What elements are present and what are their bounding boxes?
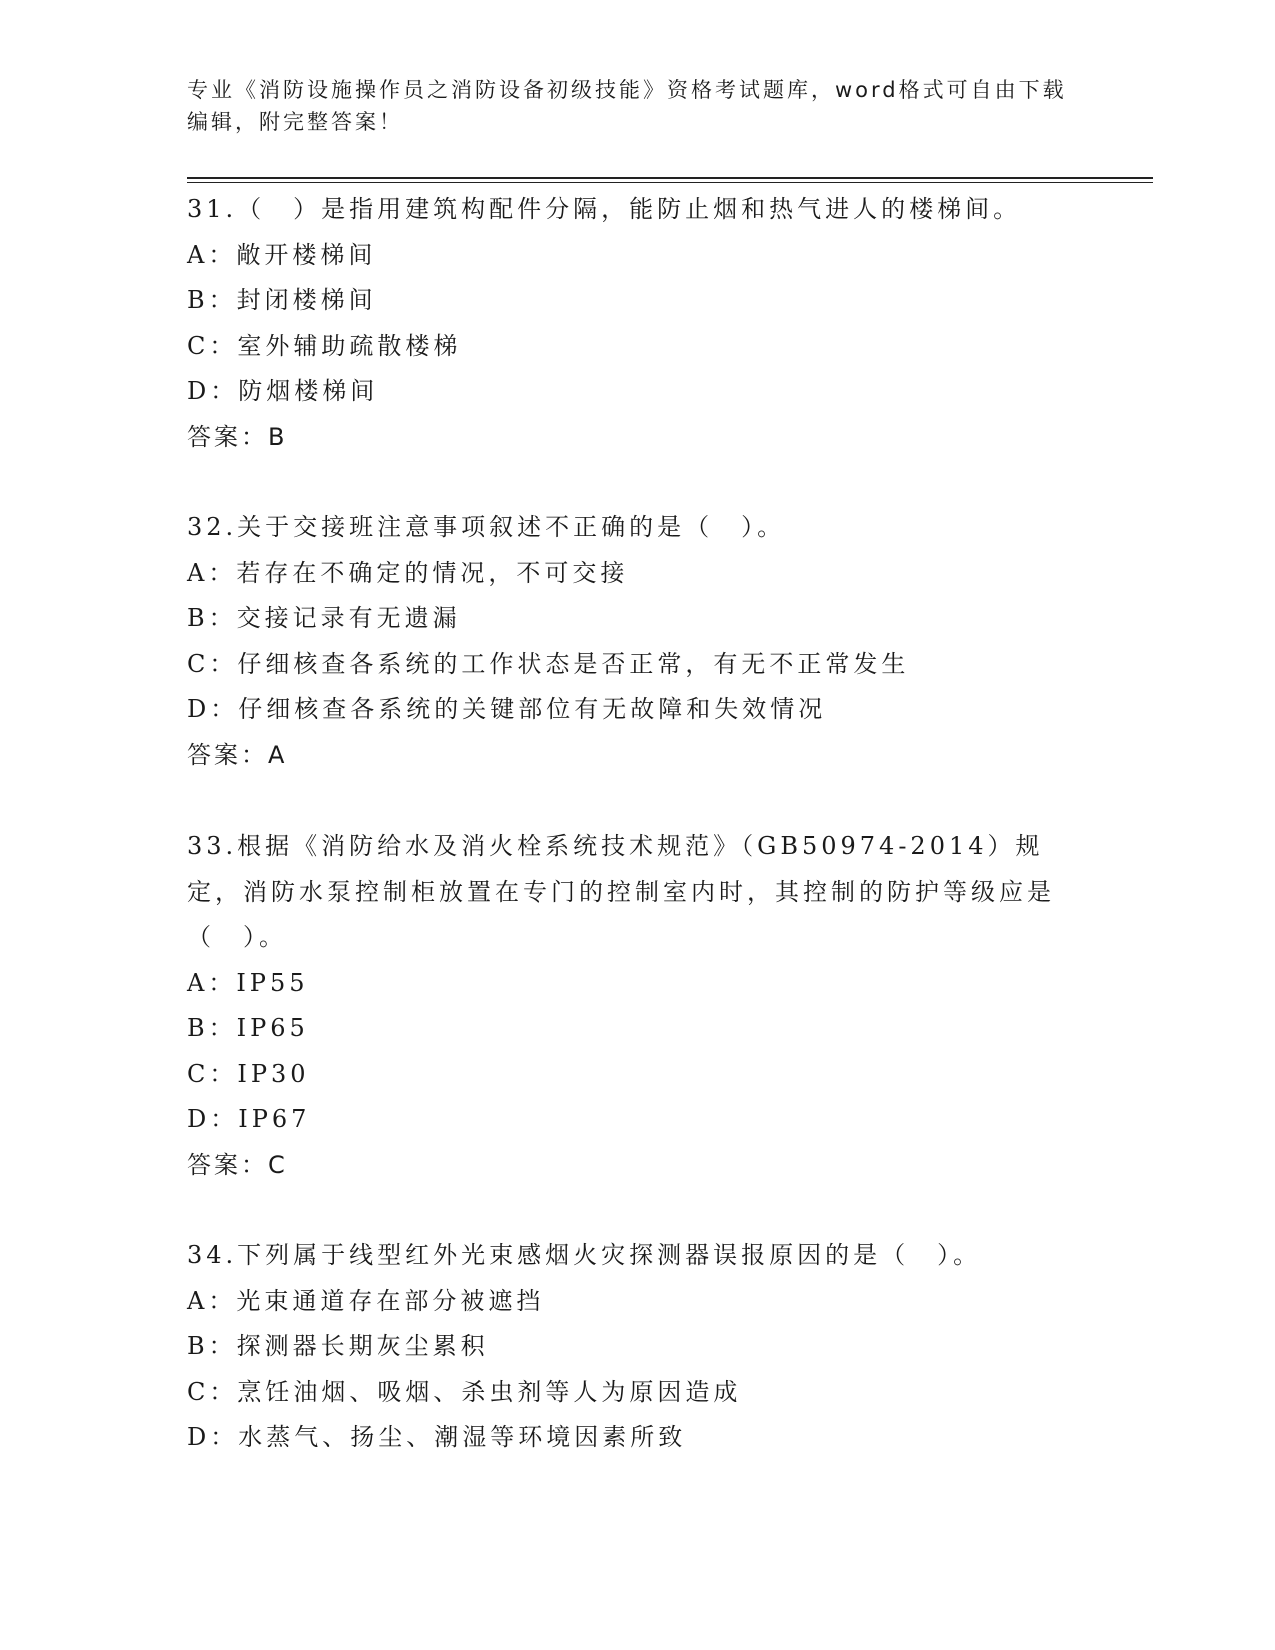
option-b: B：探测器长期灰尘累积 (187, 1332, 489, 1360)
option-c: C：仔细核查各系统的工作状态是否正常，有无不正常发生 (187, 649, 910, 678)
option-c: C：烹饪油烟、吸烟、杀虫剂等人为原因造成 (187, 1377, 742, 1406)
question-stem: 34.下列属于线型红外光束感烟火灾探测器误报原因的是（ ）。 (187, 1241, 982, 1269)
header-divider-thin (187, 182, 1153, 183)
option-d: D：水蒸气、扬尘、潮湿等环境因素所致 (187, 1423, 687, 1451)
option-a: A：IP55 (187, 968, 309, 997)
option-b: B：交接记录有无遗漏 (187, 604, 461, 632)
option-c: C：室外辅助疏散楼梯 (187, 331, 462, 360)
option-a: A：敞开楼梯间 (187, 240, 377, 269)
answer-line: 答案：C (187, 1150, 288, 1179)
question-34 (187, 1233, 1067, 1461)
option-d: D：IP67 (187, 1105, 311, 1133)
option-b: B：IP65 (187, 1014, 309, 1042)
question-32 (187, 505, 1067, 778)
question-33 (187, 824, 1067, 1188)
question-stem: 32.关于交接班注意事项叙述不正确的是（ ）。 (187, 513, 786, 541)
question-stem: 33.根据《消防给水及消火栓系统技术规范》（GB50974-2014）规定，消防水泵控制柜放置在专门的控制室内时，其控制的防护等级应是（ ）。 (187, 832, 1055, 951)
answer-line: 答案：B (187, 422, 288, 451)
question-31 (187, 187, 1067, 460)
option-d: D：仔细核查各系统的关键部位有无故障和失效情况 (187, 695, 827, 723)
header-divider-thick (187, 177, 1153, 179)
answer-line: 答案：A (187, 740, 288, 769)
option-b: B：封闭楼梯间 (187, 286, 377, 314)
question-stem: 31.（ ）是指用建筑构配件分隔，能防止烟和热气进人的楼梯间。 (187, 195, 1022, 223)
option-a: A：光束通道存在部分被遮挡 (187, 1286, 545, 1315)
option-a: A：若存在不确定的情况，不可交接 (187, 558, 629, 587)
option-c: C：IP30 (187, 1059, 310, 1088)
option-d: D：防烟楼梯间 (187, 377, 379, 405)
document-header: 专业《消防设施操作员之消防设备初级技能》资格考试题库，word格式可自由下载编辑，附完整答案！ (187, 78, 1067, 134)
